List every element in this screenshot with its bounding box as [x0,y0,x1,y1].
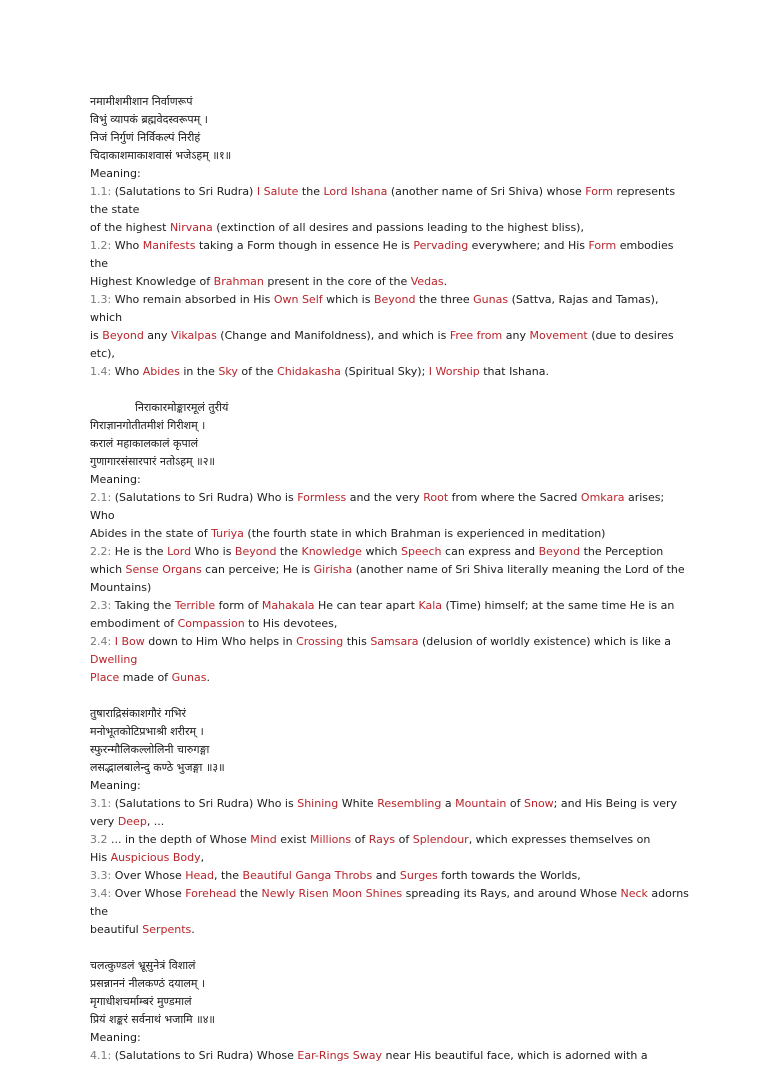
meaning-line [90,597,690,615]
meaning-text: Who remain absorbed in His [111,293,274,306]
highlighted-term: Beyond [373,293,416,306]
meaning-text: any [143,329,172,342]
verse-number: 2.4: [90,635,112,648]
meaning-text: White [338,797,378,810]
meaning-text: (due to desires etc), [90,329,674,360]
meaning-line [90,633,690,669]
highlighted-term: Brahman [213,275,264,288]
meaning-text: down to Him Who helps in [144,635,297,648]
highlighted-term: Serpents [142,923,192,936]
highlighted-term: Omkara [580,491,625,504]
highlighted-term: Chidakasha [277,365,341,378]
meaning-text: . [443,275,448,288]
stanza-section [90,399,690,687]
sanskrit-verse-line: नमामीशमीशान निर्वाणरूपं [90,95,193,108]
meaning-label: Meaning: [90,1031,141,1044]
meaning-text: arises; Who [90,491,665,522]
sanskrit-verse-line: प्रियं शङ्करं सर्वनाथं भजामि ॥४॥ [90,1013,216,1026]
highlighted-term: Pervading [413,239,469,252]
highlighted-term: Terrible [174,599,216,612]
verse-number: 4.1: [90,1049,112,1062]
highlighted-term: Beyond [538,545,581,558]
highlighted-term: Beyond [234,545,277,558]
document-page [90,93,690,1065]
meaning-text: He can tear apart [314,599,419,612]
meaning-line [90,669,690,687]
meaning-text: of the [237,365,278,378]
highlighted-term: Mountain [455,797,507,810]
sanskrit-verse-line: गुणागारसंसारपारं नतोऽहम् ॥२॥ [90,455,216,468]
highlighted-term: Rays [368,833,396,846]
meaning-text: Over Whose [111,869,186,882]
highlighted-term: Compassion [177,617,245,630]
meaning-text: made of [119,671,172,684]
highlighted-term: Turiya [211,527,244,540]
highlighted-term: Vedas [410,275,444,288]
highlighted-term: Vikalpas [171,329,217,342]
meaning-text: can perceive; He is [201,563,314,576]
meaning-line [90,363,690,381]
meaning-text: the [298,185,324,198]
stanza-section [90,705,690,939]
highlighted-term: Resembling [377,797,442,810]
meaning-text: Abides in the state of [90,527,212,540]
meaning-line [90,219,690,237]
highlighted-term: Ear-Rings Sway [297,1049,383,1062]
meaning-text: this [343,635,371,648]
meaning-text: forth towards the Worlds, [437,869,581,882]
highlighted-term: Movement [529,329,588,342]
meaning-text: in the [179,365,219,378]
meaning-line [90,579,690,597]
meaning-text: His [90,851,111,864]
meaning-text: from where the Sacred [448,491,581,504]
meaning-line [90,867,690,885]
meaning-text: that Ishana. [479,365,549,378]
highlighted-term: Abides [142,365,180,378]
sanskrit-verse-line: मनोभूतकोटिप्रभाश्री शरीरम् । [90,725,204,738]
meaning-label: Meaning: [90,473,141,486]
meaning-text: is [90,329,103,342]
highlighted-term: Nirvana [169,221,213,234]
meaning-label: Meaning: [90,779,141,792]
meaning-text: and the very [346,491,424,504]
sanskrit-verse-line: मृगाधीशचर्माम्बरं मुण्डमालं [90,995,192,1008]
meaning-text: everywhere; and His [468,239,589,252]
meaning-line [90,183,690,219]
meaning-text: (another name of Sri Shiva literally meaning the Lord of the [352,563,685,576]
highlighted-term: Place [90,671,120,684]
meaning-text: of [395,833,413,846]
meaning-text: (Salutations to Sri Rudra) [111,185,257,198]
meaning-text: to His devotees, [244,617,338,630]
highlighted-term: Sense Organs [125,563,202,576]
meaning-text: present in the core of the [263,275,411,288]
highlighted-term: Newly Risen Moon Shines [261,887,403,900]
meaning-line [90,543,690,561]
stanza-section [90,93,690,381]
sanskrit-verse-line: प्रसन्नाननं नीलकण्ठं दयालम् । [90,977,206,990]
highlighted-term: Gunas [473,293,509,306]
meaning-text: which [90,563,126,576]
meaning-text: . [206,671,211,684]
verse-number: 2.1: [90,491,112,504]
sanskrit-verse-line: निराकारमोङ्कारमूलं तुरीयं [135,401,229,414]
meaning-text: of the highest [90,221,170,234]
highlighted-term: Surges [399,869,438,882]
highlighted-term: Own Self [273,293,323,306]
meaning-text: He is the [111,545,168,558]
sanskrit-verse-line: चिदाकाशमाकाशवासं भजेऽहम् ॥१॥ [90,149,232,162]
verse-number: 2.2: [90,545,112,558]
meaning-label: Meaning: [90,167,141,180]
meaning-text: embodies the [90,239,674,270]
sanskrit-verse-line: तुषाराद्रिसंकाशगौरं गभिरं [90,707,187,720]
highlighted-term: Shining [297,797,339,810]
meaning-line [90,795,690,813]
highlighted-term: Millions [309,833,352,846]
meaning-text: (Salutations to Sri Rudra) Whose [111,1049,298,1062]
meaning-line [90,237,690,273]
highlighted-term: Head [185,869,214,882]
highlighted-term: Knowledge [301,545,362,558]
meaning-text: which [361,545,401,558]
highlighted-term: Manifests [142,239,196,252]
meaning-line [90,291,690,327]
highlighted-term: Splendour [412,833,469,846]
meaning-text: (Change and Manifoldness), and which is [216,329,450,342]
meaning-text: (Salutations to Sri Rudra) Who is [111,797,298,810]
highlighted-term: Deep [117,815,147,828]
highlighted-term: Root [423,491,449,504]
meaning-line [90,561,690,579]
meaning-line [90,813,690,831]
meaning-text: Mountains) [90,581,152,594]
highlighted-term: Form [588,239,617,252]
meaning-text: near His beautiful face, which is adorned with a [382,1049,648,1062]
verse-number: 1.4: [90,365,112,378]
meaning-text: adorns the [90,887,689,918]
highlighted-term: Samsara [370,635,419,648]
highlighted-term: Crossing [296,635,344,648]
meaning-text: very [90,815,118,828]
highlighted-term: Beautiful Ganga Throbs [242,869,373,882]
sanskrit-verse-line: निजं निर्गुणं निर्विकल्पं निरीहं [90,131,201,144]
meaning-text: the Perception [580,545,664,558]
verse-number: 2.3: [90,599,112,612]
meaning-text: (Time) himself; at the same time He is an [442,599,675,612]
meaning-text: beautiful [90,923,143,936]
meaning-text: , [200,851,205,864]
highlighted-term: I Worship [428,365,480,378]
meaning-text: exist [276,833,310,846]
meaning-line [90,921,690,939]
meaning-text: and [372,869,400,882]
highlighted-term: I Bow [114,635,145,648]
meaning-text: Taking the [111,599,175,612]
highlighted-term: Snow [523,797,554,810]
highlighted-term: Neck [620,887,648,900]
meaning-text: a [441,797,456,810]
meaning-text: , the [214,869,243,882]
meaning-text: which is [322,293,374,306]
meaning-line [90,327,690,363]
highlighted-term: Dwelling [90,653,138,666]
highlighted-term: Forehead [185,887,237,900]
highlighted-term: Formless [297,491,347,504]
meaning-text: the [236,887,262,900]
sanskrit-verse-line: लसद्भालबालेन्दु कण्ठे भुजङ्गा ॥३॥ [90,761,225,774]
meaning-text: (another name of Sri Shiva) whose [387,185,586,198]
meaning-text: spreading its Rays, and around Whose [402,887,621,900]
meaning-text: Who is [191,545,235,558]
verse-number: 1.1: [90,185,112,198]
verse-number: 1.2: [90,239,112,252]
meaning-text: Who [111,365,143,378]
highlighted-term: Free from [449,329,503,342]
meaning-text: embodiment of [90,617,178,630]
meaning-line [90,489,690,525]
highlighted-term: Mind [250,833,277,846]
meaning-text: the [276,545,302,558]
meaning-text: (delusion of worldly existence) which is like a [418,635,671,648]
verse-number: 3.1: [90,797,112,810]
highlighted-term: Lord Ishana [323,185,388,198]
meaning-text: (Spiritual Sky); [340,365,429,378]
highlighted-term: Form [585,185,613,198]
meaning-text: (the fourth state in which Brahman is experienced in meditation) [243,527,606,540]
sanskrit-verse-line: करालं महाकालकालं कृपालं [90,437,199,450]
meaning-text: the three [415,293,474,306]
highlighted-term: Speech [401,545,442,558]
meaning-text: can express and [441,545,539,558]
meaning-text: of [351,833,369,846]
highlighted-term: Beyond [102,329,144,342]
verse-number: 3.2 [90,833,108,846]
meaning-text: of [506,797,524,810]
meaning-text: ... in the depth of Whose [107,833,251,846]
verse-number: 3.4: [90,887,112,900]
meaning-text: represents the state [90,185,676,216]
meaning-text: (Salutations to Sri Rudra) Who is [111,491,298,504]
meaning-text: . [191,923,195,936]
highlighted-term: Kala [418,599,443,612]
meaning-text: ; and His Being is very [553,797,678,810]
highlighted-term: Auspicious Body [110,851,201,864]
highlighted-term: Mahakala [261,599,315,612]
meaning-text: , ... [146,815,165,828]
sanskrit-verse-line: चलत्कुण्डलं भ्रूसुनेत्रं विशालं [90,959,196,972]
verse-number: 1.3: [90,293,112,306]
highlighted-term: Gunas [171,671,207,684]
meaning-text: Who [111,239,143,252]
highlighted-term: Lord [167,545,192,558]
meaning-text: Highest Knowledge of [90,275,214,288]
highlighted-term: Girisha [313,563,353,576]
verse-number: 3.3: [90,869,112,882]
meaning-line [90,849,690,867]
sanskrit-verse-line: विभुं व्यापकं ब्रह्मवेदस्वरूपम् । [90,113,208,126]
meaning-line [90,1047,690,1065]
meaning-line [90,525,690,543]
highlighted-term: I Salute [256,185,299,198]
meaning-text: Over Whose [111,887,186,900]
meaning-line [90,831,690,849]
meaning-line [90,615,690,633]
meaning-line [90,273,690,291]
stanza-section [90,957,690,1065]
meaning-text: taking a Form though in essence He is [195,239,414,252]
meaning-text: any [502,329,530,342]
meaning-line [90,885,690,921]
meaning-text: (Sattva, Rajas and Tamas), which [90,293,659,324]
meaning-text: form of [215,599,262,612]
sanskrit-verse-line: स्फुरन्मौलिकल्लोलिनी चारुगङ्गा [90,743,210,756]
meaning-text: , which expresses themselves on [468,833,651,846]
highlighted-term: Sky [218,365,238,378]
meaning-text: (extinction of all desires and passions leading to the highest bliss), [212,221,584,234]
sanskrit-verse-line: गिराज्ञानगोतीतमीशं गिरीशम् । [90,419,206,432]
